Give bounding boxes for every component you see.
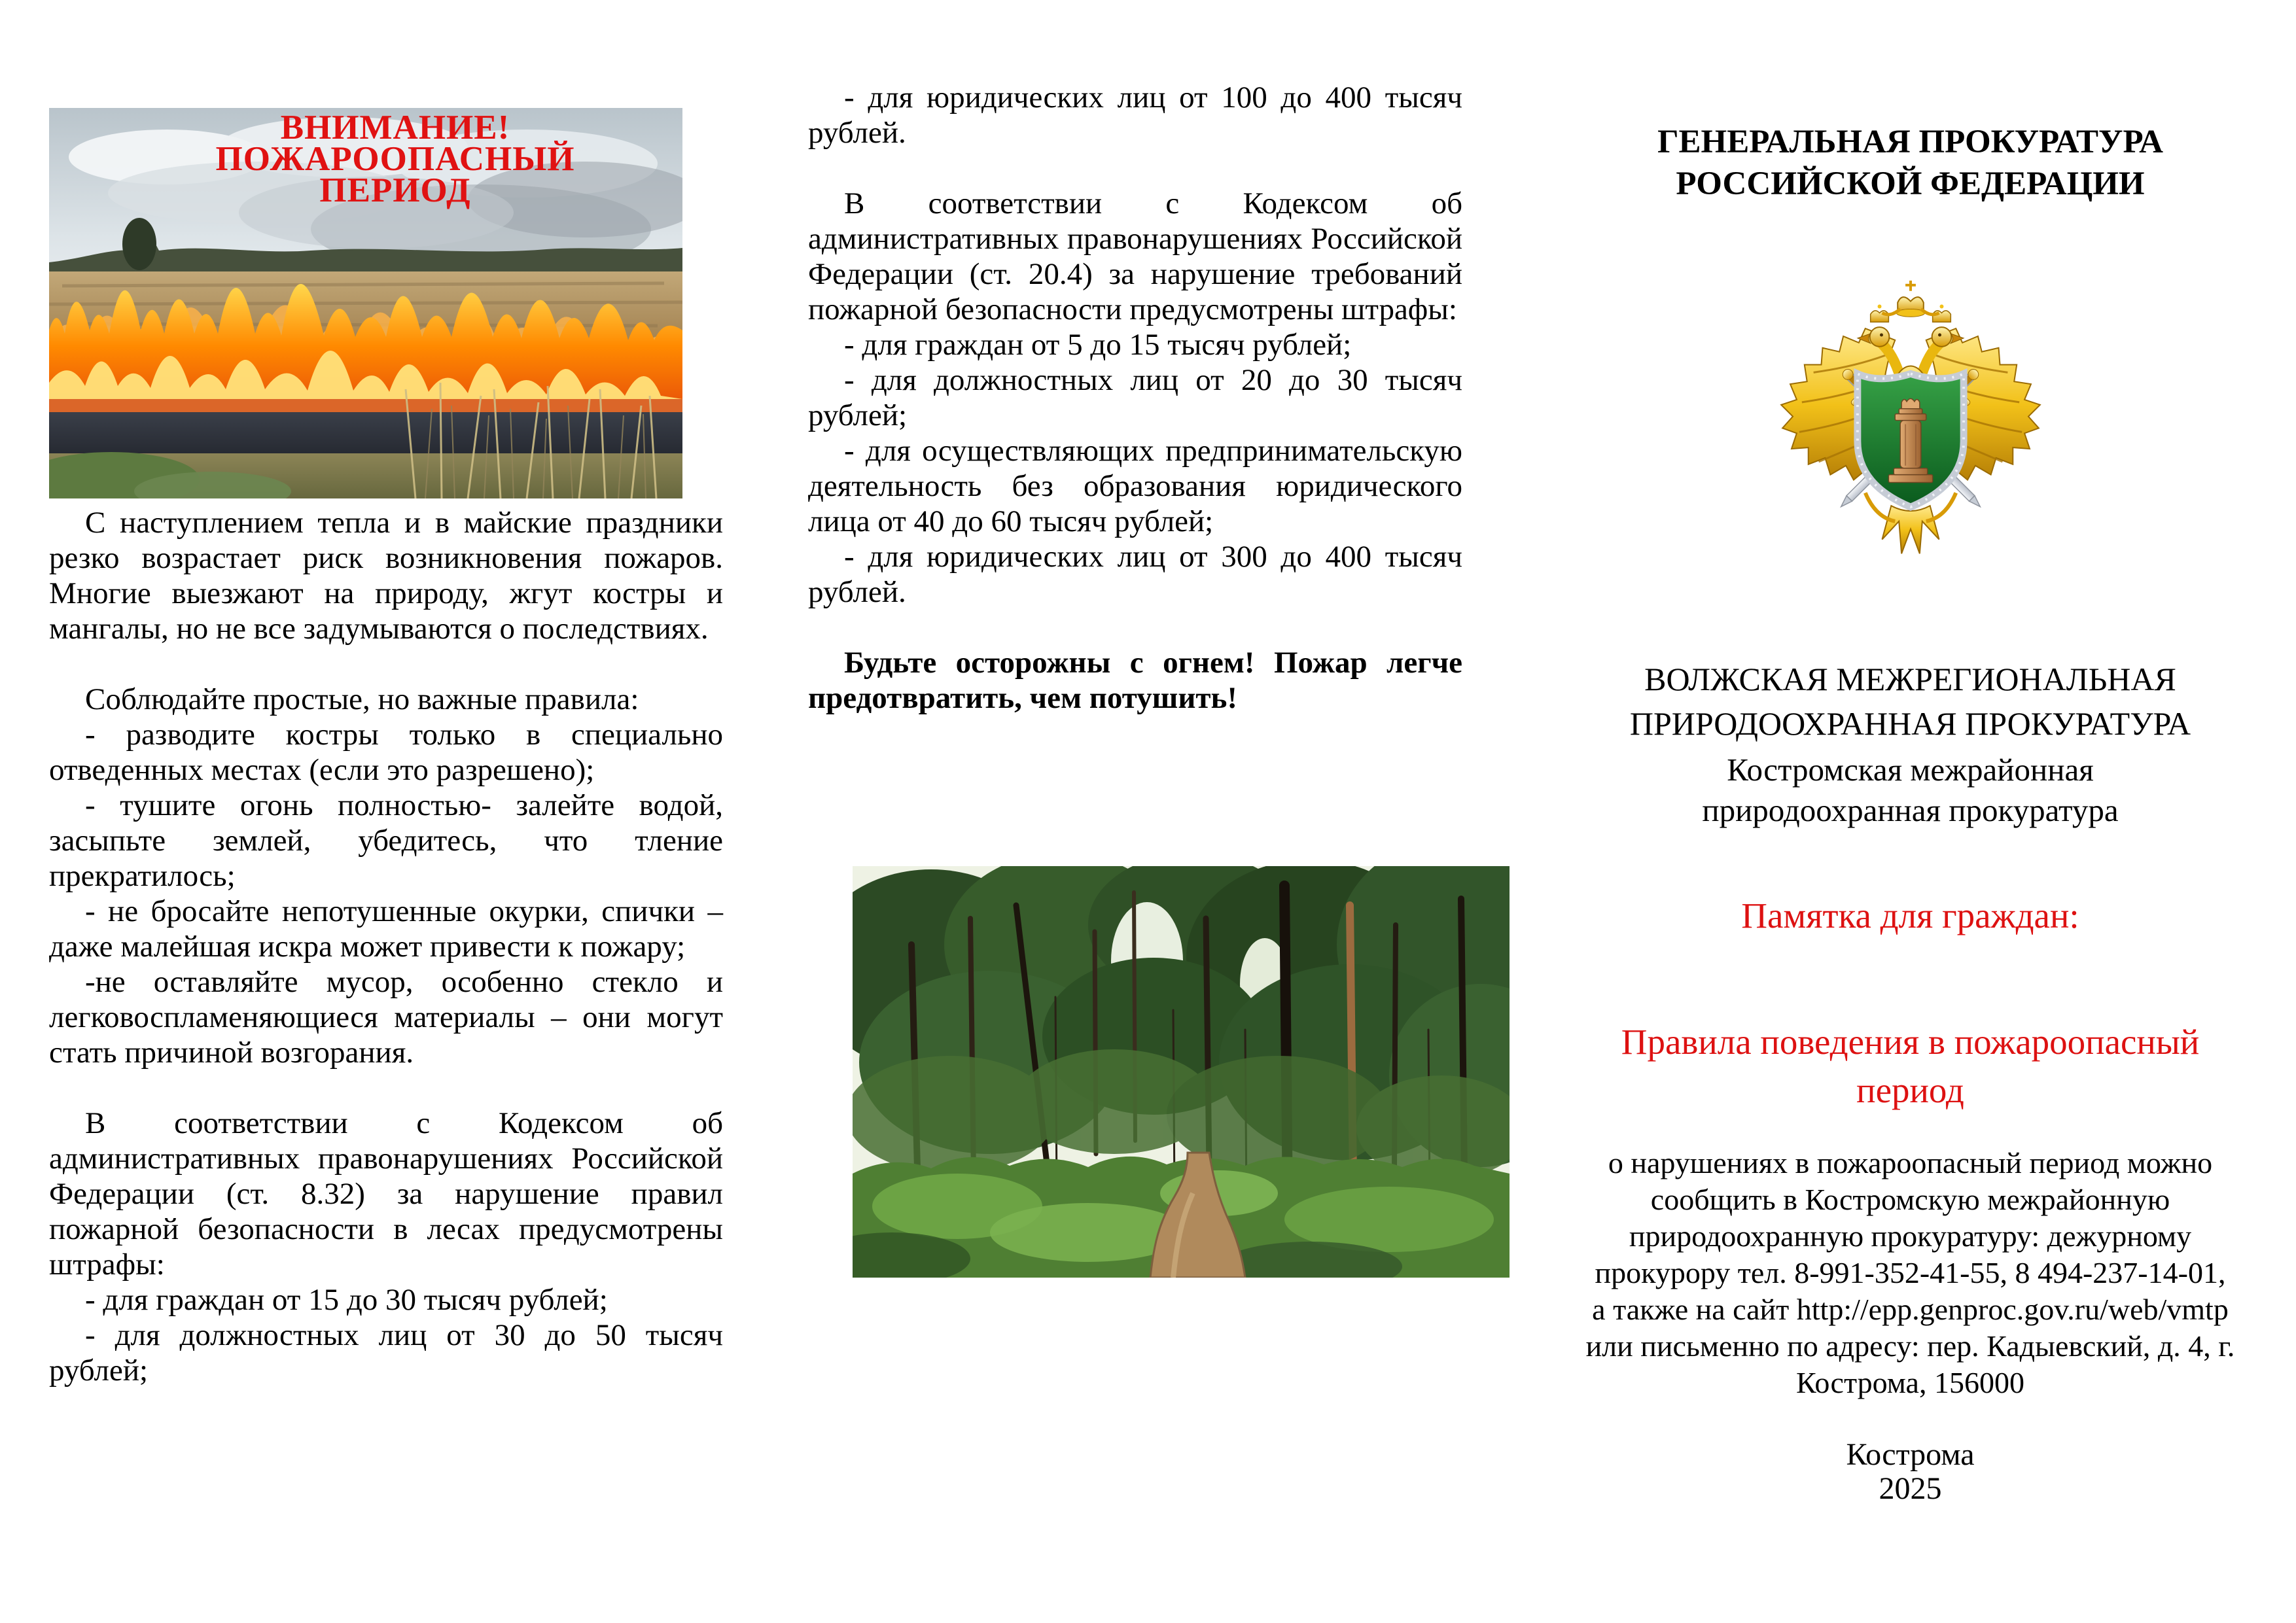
suborg-line: Костромская межрайонная (1727, 752, 2094, 788)
volga-prosecutor-title (1578, 657, 2242, 746)
prosecutor-emblem-art (1763, 275, 2058, 573)
forest-photo (853, 866, 1510, 1278)
intro-paragraph: С наступлением тепла и в майские праздники резко возрастает риск возникновения пожаров. Многие выезжают на природу, жгут костры и мангалы, но не все задумываются о последствиях. (49, 506, 723, 646)
fine-legal-entities-20-4: - для юридических лиц от 300 до 400 тысяч рублей. (808, 540, 1462, 609)
fine-officials-20-4: - для должностных лиц от 20 до 30 тысяч рублей; (808, 363, 1462, 432)
right-panel (1578, 121, 2242, 1506)
rule-litter: -не оставляйте мусор, особенно стекло и легковоспламеняющиеся материалы – они могут стать причиной возгорания. (49, 965, 723, 1070)
memo-title-line: период (1856, 1070, 1964, 1110)
contact-line: природоохранную прокуратуру: дежурному (1629, 1219, 2192, 1253)
header-line: ГЕНЕРАЛЬНАЯ ПРОКУРАТУРА (1657, 124, 2163, 160)
header-line: РОССИЙСКОЙ ФЕДЕРАЦИИ (1676, 166, 2145, 202)
koap-8-32-paragraph: В соответствии с Кодексом об административных правонарушениях Российской Федерации (ст. 8.32) за нарушение правил пожарной безопасности в лесах предусмотрены штрафы: (49, 1106, 723, 1282)
koap-20-4-paragraph: В соответствии с Кодексом об административных правонарушениях Российской Федерации (ст. 20.4) за нарушение требований пожарной безопасности предусмотрены штрафы: (808, 186, 1462, 326)
fire-title-line: ПЕРИОД (319, 171, 471, 209)
contact-line-address: или письменно по адресу: пер. Кадыевский, д. 4, г. (1585, 1329, 2235, 1363)
fine-citizens-20-4: - для граждан от 5 до 15 тысяч рублей; (844, 328, 1352, 362)
memo-title-line: Правила поведения в пожароопасный (1621, 1022, 2200, 1062)
contact-line-phones: прокурору тел. 8-991-352-41-55, 8 494-237-14-01, (1595, 1256, 2226, 1289)
fine-officials-8-32: - для должностных лиц от 30 до 50 тысяч рублей; (49, 1318, 723, 1387)
rule-campfires: - разводите костры только в специально отведенных местах (если это разрешено); (49, 718, 723, 787)
contact-line: о нарушениях в пожароопасный период можно (1608, 1146, 2213, 1179)
contact-line-website: а также на сайт http://epp.genproc.gov.ru/web/vmtp (1592, 1293, 2229, 1326)
kostroma-prosecutor-subtitle (1578, 750, 2242, 831)
left-panel (49, 108, 723, 1388)
middle-panel (808, 80, 1462, 716)
rules-intro-paragraph: Соблюдайте простые, но важные правила: (85, 682, 639, 716)
memo-label: Памятка для граждан: (1741, 896, 2079, 935)
contact-line: сообщить в Костромскую межрайонную (1650, 1183, 2170, 1216)
forest-photo-art (853, 866, 1510, 1278)
fine-citizens-8-32: - для граждан от 15 до 30 тысяч рублей; (85, 1283, 608, 1317)
org-line: ВОЛЖСКАЯ МЕЖРЕГИОНАЛЬНАЯ (1644, 661, 2176, 697)
rule-cigarettes: - не бросайте непотушенные окурки, спички – даже малейшая искра может привести к пожару; (49, 894, 723, 964)
general-prosecutor-header (1578, 121, 2242, 205)
contact-info (1578, 1145, 2242, 1401)
contact-line-address: Кострома, 156000 (1796, 1366, 2024, 1399)
fine-legal-entities-8-32: - для юридических лиц от 100 до 400 тысяч рублей. (808, 80, 1462, 150)
fine-entrepreneurs-20-4: - для осуществляющих предпринимательскую деятельность без образования юридического лица от 40 до 60 тысяч рублей; (808, 434, 1462, 538)
fire-title-line: ВНИМАНИЕ! (280, 109, 510, 147)
year-label: 2025 (1879, 1471, 1942, 1506)
imprint (1578, 1438, 2242, 1506)
fire-photo (49, 108, 682, 498)
fire-title-line: ПОЖАРООПАСНЫЙ (215, 140, 575, 178)
suborg-line: природоохранная прокуратура (1702, 792, 2119, 828)
memo-title (1578, 1018, 2242, 1115)
prosecutor-emblem (1763, 275, 2058, 573)
city-label: Кострома (1846, 1437, 1975, 1472)
fire-warning-paragraph: Будьте осторожны с огнем! Пожар легче предотвратить, чем потушить! (808, 646, 1462, 715)
rule-extinguish: - тушите огонь полностью- залейте водой, засыпьте землей, убедитесь, что тление прекратилось; (49, 788, 723, 893)
org-line: ПРИРОДООХРАННАЯ ПРОКУРАТУРА (1629, 705, 2191, 742)
fire-photo-title (79, 109, 712, 209)
